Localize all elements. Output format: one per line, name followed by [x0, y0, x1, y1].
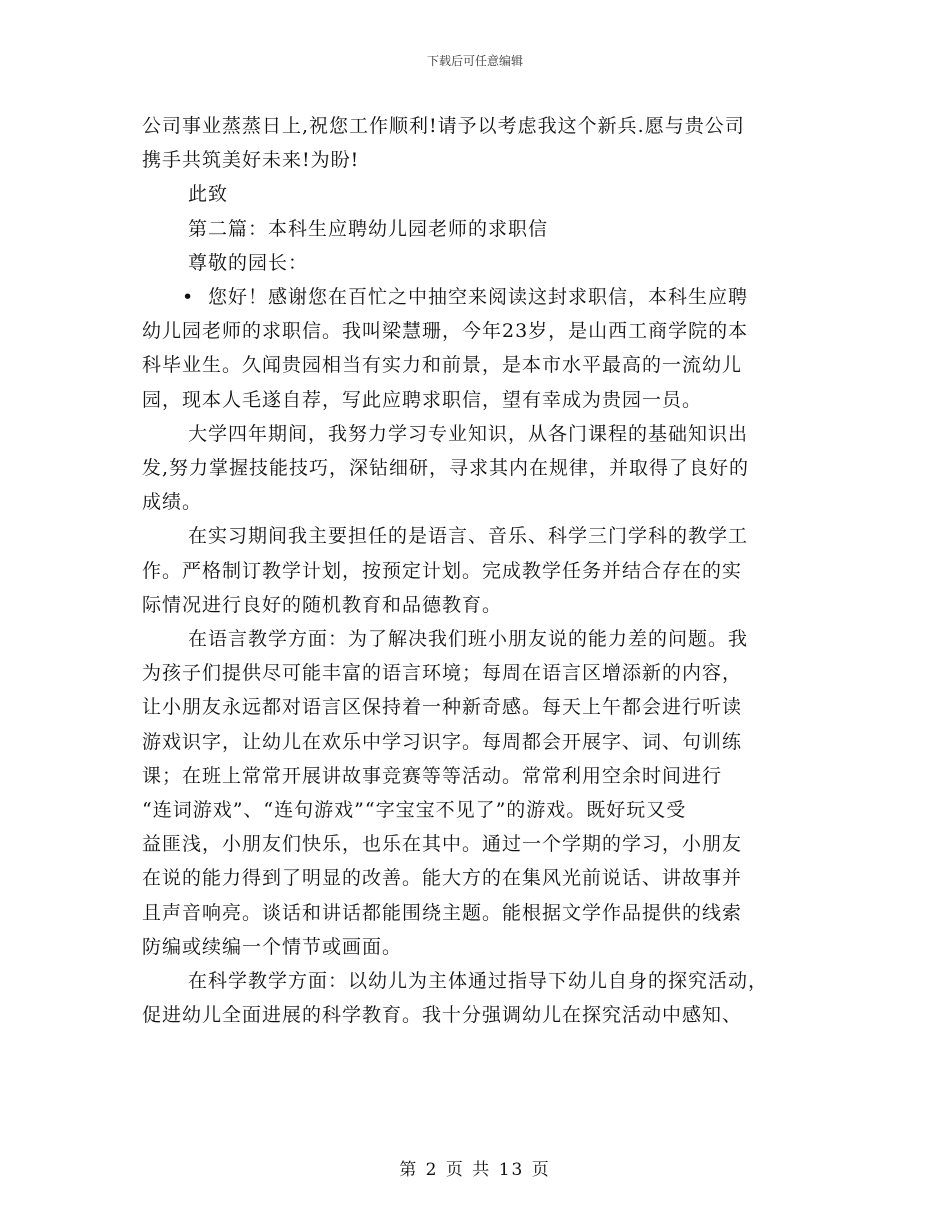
body-line: 科毕业生。久闻贵园相当有实力和前景，是本市水平最高的一流幼儿 — [142, 354, 743, 377]
body-line: 成绩。 — [142, 491, 203, 514]
body-line: “连词游戏”、“连句游戏”“字宝宝不见了”的游戏。既好玩又受 — [142, 799, 687, 822]
body-line: 促进幼儿全面进展的科学教育。我十分强调幼儿在探究活动中感知、 — [142, 1004, 743, 1027]
paragraph-start: 在科学教学方面：以幼儿为主体通过指导下幼儿自身的探究活动， — [188, 970, 769, 993]
document-body — [142, 109, 810, 1032]
body-line: 且声音响亮。谈话和讲话都能围绕主题。能根据文学作品提供的线索 — [142, 901, 743, 924]
body-line: 幼儿园老师的求职信。我叫梁慧珊，今年23岁，是山西工商学院的本 — [142, 320, 749, 343]
body-line: 际情况进行良好的随机教育和品德教育。 — [142, 593, 503, 616]
body-line: 防编或续编一个情节或画面。 — [142, 935, 403, 958]
body-line: 您好！感谢您在百忙之中抽空来阅读这封求职信，本科生应聘 — [208, 286, 749, 309]
page-header: 下载后可任意编辑 — [426, 54, 523, 68]
paragraph-start: 大学四年期间，我努力学习专业知识，从各门课程的基础知识出 — [188, 422, 749, 445]
body-line: 在说的能力得到了明显的改善。能大方的在集风光前说话、讲故事并 — [142, 867, 743, 890]
body-line: 为孩子们提供尽可能丰富的语言环境；每周在语言区增添新的内容， — [142, 662, 743, 685]
body-line: 益匪浅，小朋友们快乐，也乐在其中。通过一个学期的学习，小朋友 — [142, 833, 743, 856]
body-line: 公司事业蒸蒸日上,祝您工作顺利!请予以考虑我这个新兵.愿与贵公司 — [142, 115, 745, 137]
body-line: 携手共筑美好未来!为盼! — [142, 149, 360, 172]
body-line: 课；在班上常常开展讲故事竞赛等等活动。常常利用空余时间进行 — [142, 764, 723, 787]
page-number-footer: 第 2 页 共 13 页 — [399, 1160, 551, 1180]
section-title: 第二篇：本科生应聘幼儿园老师的求职信 — [188, 217, 549, 240]
bullet-paragraph-start — [142, 280, 810, 314]
salutation: 尊敬的园长： — [188, 251, 309, 274]
paragraph-start: 在语言教学方面：为了解决我们班小朋友说的能力差的问题。我 — [188, 628, 749, 651]
body-line: 游戏识字，让幼儿在欢乐中学习识字。每周都会开展字、词、句训练 — [142, 730, 743, 753]
body-line: 让小朋友永远都对语言区保持着一种新奇感。每天上午都会进行听读 — [142, 696, 743, 719]
paragraph-start: 在实习期间我主要担任的是语言、音乐、科学三门学科的教学工 — [188, 525, 749, 548]
closing-line: 此致 — [188, 183, 229, 206]
bullet-icon: • — [182, 286, 195, 309]
body-line: 园，现本人毛遂自荐，写此应聘求职信，望有幸成为贵园一员。 — [142, 388, 703, 411]
body-line: 作。严格制订教学计划，按预定计划。完成教学任务并结合存在的实 — [142, 559, 743, 582]
body-line: 发,努力掌握技能技巧，深钻细研，寻求其内在规律，并取得了良好的 — [142, 457, 750, 480]
